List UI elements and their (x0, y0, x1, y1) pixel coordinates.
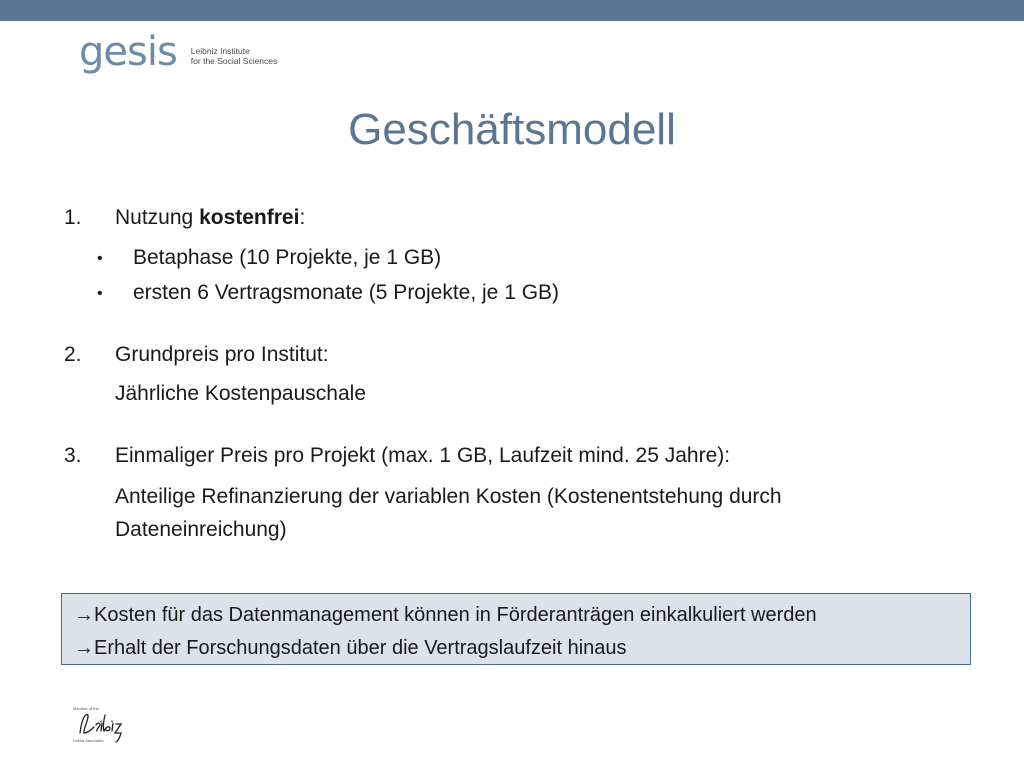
slide-title: Geschäftsmodell (348, 105, 676, 154)
list-text-1-suffix: : (299, 206, 306, 229)
bullet-item-1 (0, 245, 1024, 275)
conclusion-line-2 (74, 636, 627, 660)
logo-subtitle-line1: Leibniz Institute (190, 46, 250, 56)
arrow-right-icon: → (74, 604, 94, 626)
list-subtext-3-line1: Anteilige Refinanzierung der variablen Kosten (Kostenentstehung durch (115, 485, 782, 508)
logo-subtitle-line2: for the Social Sciences (190, 56, 278, 66)
list-number-1: 1. (64, 206, 82, 229)
list-subtext-3a (0, 484, 1024, 514)
bullet-text-2: ersten 6 Vertragsmonate (5 Projekte, je 1 GB) (133, 281, 560, 304)
list-subtext-3-line2: Dateneinreichung) (115, 518, 287, 541)
bullet-dot-icon: • (97, 285, 103, 302)
logo-wordmark: gesis (79, 29, 177, 75)
conclusion-box (61, 593, 971, 665)
list-number-3: 3. (64, 444, 82, 467)
list-text-1 (115, 205, 305, 231)
svg-text:Member of the: Member of the (73, 706, 99, 711)
bullet-text-1: Betaphase (10 Projekte, je 1 GB) (133, 246, 442, 269)
list-text-2: Grundpreis pro Institut: (115, 343, 329, 366)
list-text-1-prefix: Nutzung (115, 206, 200, 229)
leibniz-association-logo (70, 703, 130, 745)
list-subtext-2 (0, 381, 1024, 411)
list-subtext-3b (0, 517, 1024, 547)
list-text-3: Einmaliger Preis pro Projekt (max. 1 GB, Laufzeit mind. 25 Jahre): (115, 444, 731, 467)
conclusion-text-2: Erhalt der Forschungsdaten über die Vertragslaufzeit hinaus (94, 637, 627, 659)
conclusion-text-1: Kosten für das Datenmanagement können in Förderanträgen einkalkuliert werden (94, 604, 817, 626)
svg-text:Leibniz Association: Leibniz Association (73, 739, 104, 743)
list-subtext-2-text: Jährliche Kostenpauschale (115, 382, 366, 405)
conclusion-line-1 (74, 603, 817, 627)
top-bar (0, 0, 1024, 21)
arrow-right-icon: → (74, 637, 94, 659)
bullet-item-2 (0, 280, 1024, 310)
list-item-3 (0, 443, 1024, 473)
list-item-2 (0, 342, 1024, 372)
bullet-dot-icon: • (97, 250, 103, 267)
list-text-1-bold: kostenfrei (199, 206, 300, 229)
gesis-logo (79, 29, 278, 75)
list-item-1 (0, 205, 1024, 235)
logo-subtitle (191, 46, 277, 66)
list-number-2: 2. (64, 343, 82, 366)
